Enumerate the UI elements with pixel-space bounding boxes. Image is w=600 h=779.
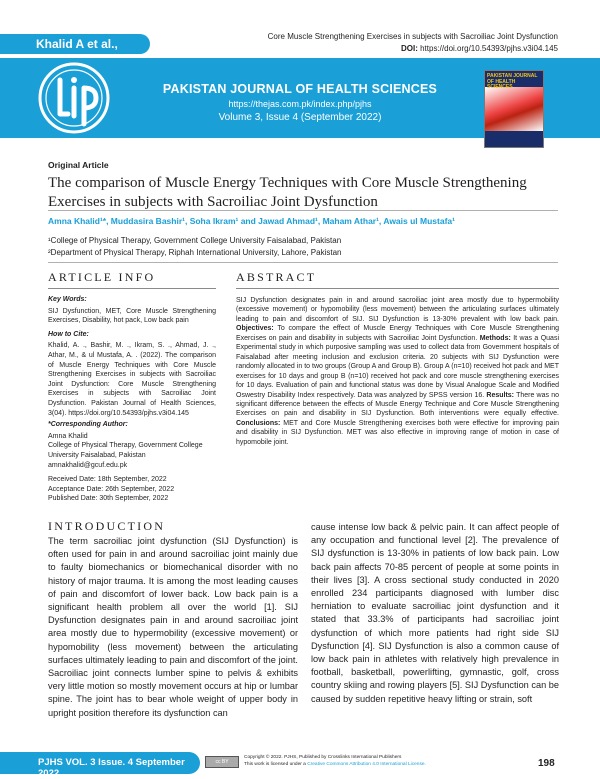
- conclusions-label: Conclusions:: [236, 419, 281, 427]
- divider: [48, 288, 216, 289]
- journal-cover-image: [484, 70, 544, 148]
- doi-line[interactable]: [401, 44, 558, 53]
- corresponding-affiliation: College of Physical Therapy, Government College University Faisalabad, Pakistan: [48, 442, 203, 459]
- article-info-heading: ARTICLE INFO: [48, 270, 156, 284]
- abstract-body: [236, 296, 559, 447]
- objectives-label: Objectives:: [236, 325, 274, 333]
- keywords: SIJ Dysfunction, MET, Core Muscle Strengthening Exercises, Disability, hot pack, Low back pain: [48, 307, 216, 325]
- license-line: [244, 762, 426, 767]
- introduction-right-column: cause intense low back & pelvic pain. It can affect people of any occupation and functional level [2]. The prevalence of SIJ dysfunction is 13-30% in patients of low back pain. Low back pain affects 70-85 percent of people at some points in their lives [3]. A cross sectional study conducted in 2020 enrolled 234 participants diagnosed with lumber disc herniation to evaluate sacroiliac joint dysfunction and it stated that 33.3% of participants had sacroiliac joint dysfunction of which more patients had right side SIJ Dysfunction [4]. SIJ Dysfunction is also a common cause of low back pain in athletes with relatively high prevalence in football, basketball, powerlifting, gymnastic, golf, cross country skiing and rowing players [5]. SIJ Dysfunction can be caused by sudden repetitive heavy lifting or strain, soft: [311, 522, 559, 704]
- license-link[interactable]: Creative Commons Attribution 4.0 International License.: [307, 762, 426, 767]
- affiliation-1: ¹College of Physical Therapy, Government College University Faisalabad, Pakistan: [48, 236, 342, 245]
- corresponding-label: *Corresponding Author:: [48, 421, 128, 429]
- methods-text: It was a Quasi Experimental study in which purposive sampling was used to collect data from Government hospitals of Faisalabad after meeting inclusion and exclusion criteria. 20 subjects with SIJ Dysfunction were randomly allocated in to two groups (Group A and Group B). Group A (n=10) received hot pack and MET exercises for 10 days and group B (n=10) received hot pack and core muscle strengthening exercises for 10 days. Evaluation of pain and functional status was done by Visual Analogue Scale and Modified Oswestry Disability Index respectively. Data was analyzed by SPSS version 16.: [236, 334, 559, 399]
- corresponding-name: Amna Khalid: [48, 432, 88, 440]
- received-date: Received Date: 18th September, 2022: [48, 476, 167, 484]
- citation: Khalid, A. ., Bashir, M. ., Ikram, S. ., Ahmad, J. ., Athar, M., & ul Mustafa, A. . (2022). The comparison of Muscle Energy Techniques with Core Muscle Strengthening Exercises in subjects with Sacroiliac Joint Dysfunction: Core Muscle Strengthening Exercises in subjects with Sacroiliac Joint Dysfunction. Pakistan Journal of Health Sciences, 3(04). https://doi.org/10.54393/pjhs.v3i04.145: [48, 342, 216, 417]
- introduction-heading: INTRODUCTION: [48, 519, 166, 533]
- abstract-intro: SIJ Dysfunction designates pain in and around sacroiliac joint area mostly due to hypermobility (excessive movement) or hypomobility (less movement) between the articulating surfaces ultimately leading to pain and discomfort of SIJ. SIJ Dysfunction is 13-30% prevalent with low back pain.: [236, 297, 559, 323]
- license-prefix: This work is licensed under a: [244, 762, 306, 767]
- article-type: Original Article: [48, 160, 109, 170]
- doi-link[interactable]: https://doi.org/10.54393/pjhs.v3i04.145: [420, 44, 558, 53]
- conclusions-text: MET and Core Muscle Strengthening exercises both were effective for improving pain and disability in SIJ Dysfunction. MET was also effective in improving range of motion in case of hypomobile joint.: [236, 419, 559, 446]
- cite-label: How to Cite:: [48, 330, 89, 338]
- doi-label: DOI:: [400, 44, 418, 53]
- footer-issue-tab: PJHS VOL. 3 Issue. 4 September 2022: [0, 752, 200, 774]
- affiliation-2: ²Department of Physical Therapy, Riphah International University, Lahore, Pakistan: [48, 248, 342, 257]
- journal-name: PAKISTAN JOURNAL OF HEALTH SCIENCES: [162, 82, 438, 96]
- methods-label: Methods:: [479, 334, 511, 342]
- journal-url[interactable]: https://thejas.com.pk/index.php/pjhs: [228, 99, 372, 109]
- divider: [236, 288, 559, 289]
- introduction-left-column: The term sacroiliac joint dysfunction (SIJ Dysfunction) is often used for pain in and around sacroiliac joint mainly due to faulty biomechanics or biomechanical disorder with no history of major trauma. It is among the most leading causes of pain and discomfort of lower back. Low back pain is a significant health problem all over the world [1]. SIJ Dysfunction designates pain in and around sacroiliac joint area mostly due to hypermobility (excessive movement) or hypomobility (less movement) between the articulating surfaces ultimately leading to pain and discomfort of the joint. Sacroiliac joint connects lumber spine to pelvis & exhibits very little motion so mostly movement occurs at hip or lumbar spine. The joint has to bear whole weight of upper body in upright position therefore its dysfunction can: [48, 536, 298, 718]
- keywords-label: Key Words:: [48, 296, 87, 303]
- published-date: Published Date: 30th September, 2022: [48, 495, 169, 503]
- journal-logo-icon: [34, 58, 114, 138]
- corresponding-email[interactable]: amnakhalid@gcuf.edu.pk: [48, 461, 128, 469]
- divider: [48, 262, 558, 263]
- copyright-line: Copyright © 2022. PJHS, Published by Crosslinks International Publishers: [244, 755, 402, 760]
- cover-title: PAKISTAN JOURNAL OF HEALTH SCIENCES: [485, 71, 543, 87]
- author-tab: Khalid A et al.,: [0, 34, 150, 54]
- article-title: The comparison of Muscle Energy Techniques with Core Muscle Strengthening Exercises in subjects with Sacroiliac Joint Dysfunction: [48, 175, 527, 210]
- results-text: There was no significant difference between the effects of Muscle Energy Technique and Core Muscle Strengthening Exercises on pain and disability in SIJ Dysfunction. Both interventions were equally effective.: [236, 391, 559, 418]
- page-number: 198: [538, 758, 555, 769]
- abstract-heading: ABSTRACT: [236, 270, 317, 284]
- results-label: Results:: [486, 391, 515, 399]
- author-list: Amna Khalid¹*, Muddasira Bashir¹, Soha Ikram¹ and Jawad Ahmad¹, Maham Athar¹, Awais ul Mustafa¹: [48, 216, 455, 226]
- journal-volume: Volume 3, Issue 4 (September 2022): [218, 112, 382, 123]
- acceptance-date: Acceptance Date: 26th September, 2022: [48, 485, 175, 493]
- cc-license-badge[interactable]: cc BY: [205, 756, 239, 768]
- article-info-panel: [48, 295, 216, 504]
- divider: [48, 210, 558, 211]
- objectives-text: To compare the effect of Muscle Energy Techniques with Core Muscle Strengthening Exercises on pain and disability in subjects with Sacroiliac Joint Dysfunction.: [236, 325, 559, 342]
- running-title: Core Muscle Strengthening Exercises in subjects with Sacroiliac Joint Dysfunction: [267, 32, 558, 41]
